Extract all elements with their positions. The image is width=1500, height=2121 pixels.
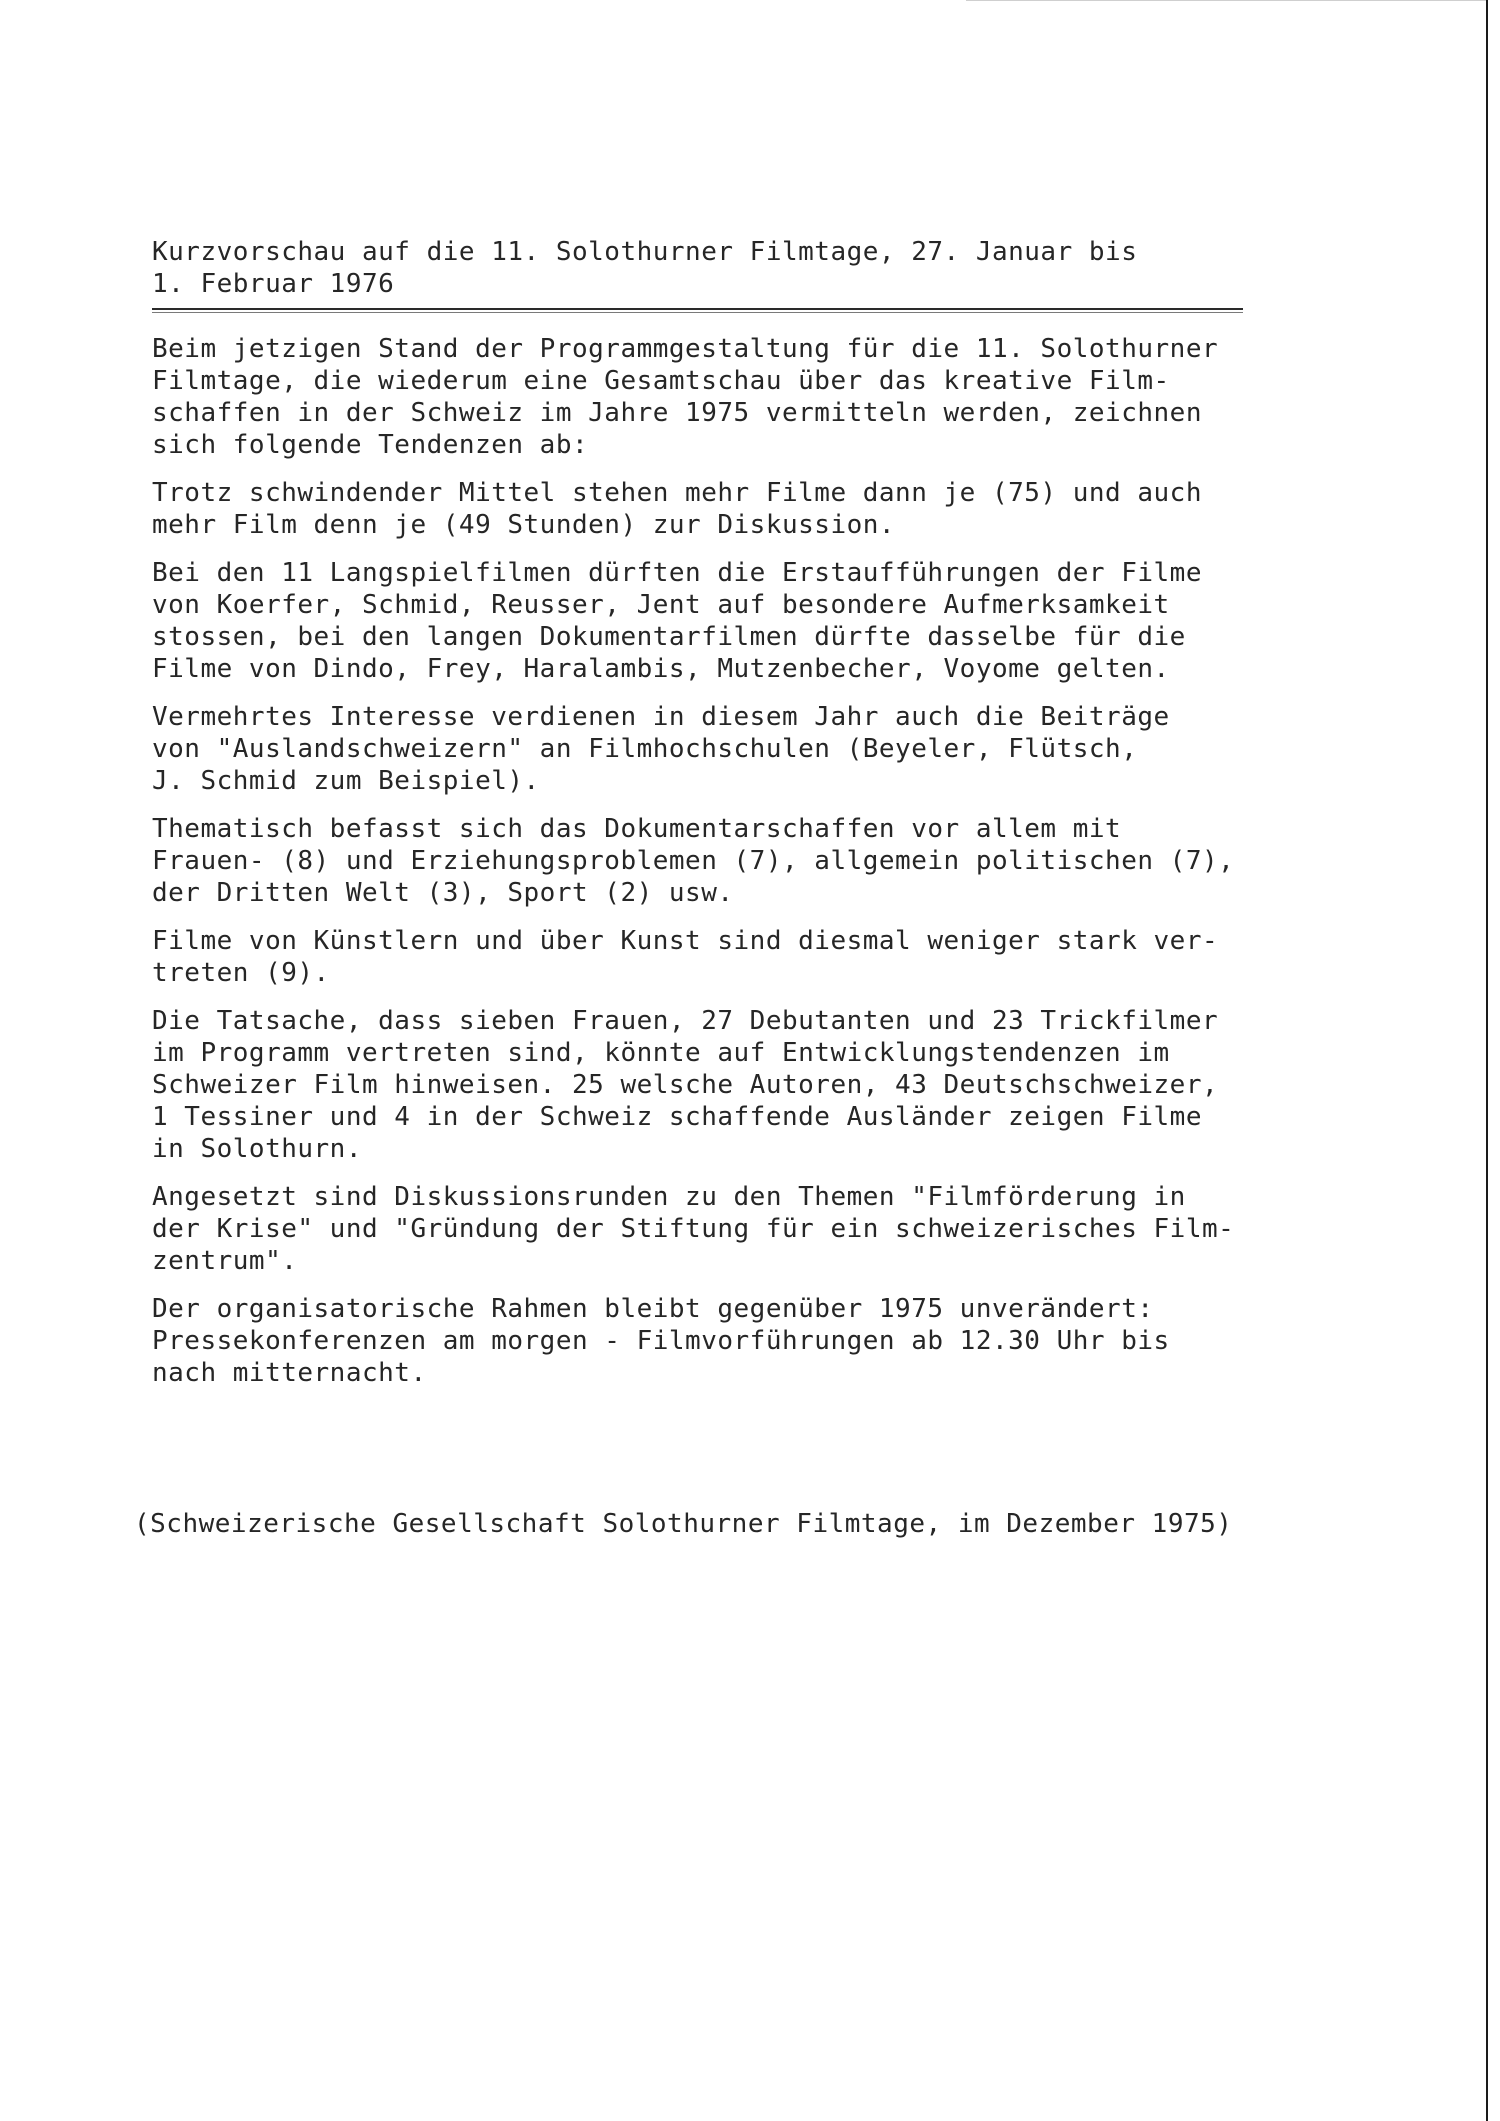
page-right-edge: [1486, 0, 1488, 2121]
title-underline: [152, 308, 1243, 313]
paragraph-themes: Thematisch befasst sich das Dokumentarschaffen vor allem mit Frauen- (8) und Erziehungsproblemen (7), allgemein politischen (7), der Dritten Welt (3), Sport (2) usw.: [152, 814, 1235, 908]
paragraph-organisation: Der organisatorische Rahmen bleibt gegenüber 1975 unverändert: Pressekonferenzen am morgen - Filmvorführungen ab 12.30 Uhr bis nach mitternacht.: [152, 1294, 1170, 1388]
document-sheet: [152, 236, 1362, 1405]
paragraph-intro: Beim jetzigen Stand der Programmgestaltung für die 11. Solothurner Filmtage, die wiederum eine Gesamtschau über das kreative Film- schaffen in der Schweiz im Jahre 1975 vermitteln werden, zeichnen sich folgende Tendenzen ab:: [152, 334, 1219, 460]
document-signature: (Schweizerische Gesellschaft Solothurner Filmtage, im Dezember 1975): [134, 1509, 1233, 1539]
document-title: Kurzvorschau auf die 11. Solothurner Filmtage, 27. Januar bis 1. Februar 1976: [152, 237, 1138, 299]
paragraph-feature-films: Bei den 11 Langspielfilmen dürften die Erstaufführungen der Filme von Koerfer, Schmid, Reusser, Jent auf besondere Aufmerksamkeit stossen, bei den langen Dokumentarfilmen dürfte dasselbe für die Filme von Dindo, Frey, Haralambis, Mutzenbecher, Voyome gelten.: [152, 558, 1202, 684]
document-body: [152, 333, 1362, 1389]
paragraph-art-films: Filme von Künstlern und über Kunst sind diesmal weniger stark ver- treten (9).: [152, 926, 1219, 988]
paragraph-trends: Die Tatsache, dass sieben Frauen, 27 Debutanten und 23 Trickfilmer im Programm vertreten sind, könnte auf Entwicklungstendenzen im Schweizer Film hinweisen. 25 welsche Autoren, 43 Deutschschweizer, 1 Tessiner und 4 in der Schweiz schaffende Ausländer zeigen Filme in Solothurn.: [152, 1006, 1219, 1164]
page-top-edge: [966, 0, 1486, 1]
paragraph-swiss-abroad: Vermehrtes Interesse verdienen in diesem Jahr auch die Beiträge von "Auslandschweizern" an Filmhochschulen (Beyeler, Flütsch, J. Schmid zum Beispiel).: [152, 702, 1170, 796]
paragraph-discussions: Angesetzt sind Diskussionsrunden zu den Themen "Filmförderung in der Krise" und "Gründung der Stiftung für ein schweizerisches Film- zentrum".: [152, 1182, 1235, 1276]
paragraph-films-count: Trotz schwindender Mittel stehen mehr Filme dann je (75) und auch mehr Film denn je (49 Stunden) zur Diskussion.: [152, 478, 1202, 540]
